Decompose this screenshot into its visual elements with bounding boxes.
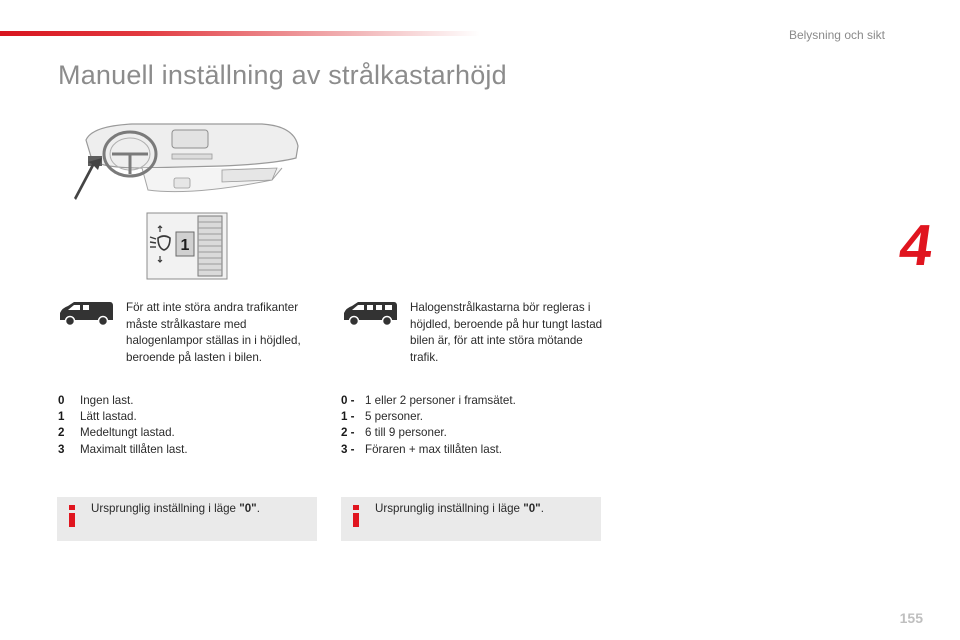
page-title: Manuell inställning av strålkastarhöjd — [58, 60, 507, 90]
list-item — [341, 393, 601, 409]
dial-position-label: 1 — [180, 237, 190, 254]
level-number: 2 — [58, 426, 65, 440]
list-item — [341, 409, 601, 425]
info-box — [57, 497, 317, 541]
minibus-icon — [340, 300, 400, 328]
list-item — [58, 442, 318, 458]
header-accent-bar — [0, 31, 480, 36]
section-title: Belysning och sikt — [788, 28, 885, 42]
level-text: Maximalt tillåten last. — [80, 442, 188, 456]
level-text: Medeltungt lastad. — [80, 426, 175, 440]
passenger-levels-list — [341, 393, 601, 458]
load-levels-list — [58, 393, 318, 458]
info-default-position: "0" — [239, 502, 257, 515]
level-number: 0 — [58, 394, 65, 407]
chapter-number: 4 — [895, 213, 937, 278]
level-number: 1 - — [341, 410, 355, 424]
level-number: 3 — [58, 442, 65, 456]
level-text: 5 personer. — [365, 410, 424, 424]
info-text: Ursprunglig inställning i läge "0". — [375, 502, 544, 515]
info-text: Ursprunglig inställning i läge "0". — [91, 502, 260, 515]
level-text: 1 eller 2 personer i framsätet. — [365, 394, 516, 407]
right-description: Halogenstrålkastarna bör regleras i höjdled, beroende på hur tungt lastad bilen är, för att inte störa mötande trafik. — [410, 301, 603, 364]
info-box — [341, 497, 601, 541]
list-item — [341, 425, 601, 441]
level-number: 0 - — [341, 394, 355, 407]
list-item — [58, 393, 318, 409]
left-description: För att inte störa andra trafikanter måste strålkastare med halogenlampor ställas in i höjdled, beroende på lasten i bilen. — [126, 301, 301, 364]
level-text: Lätt lastad. — [80, 410, 137, 424]
list-item — [341, 442, 601, 458]
info-default-position: "0" — [523, 502, 541, 515]
level-text: Ingen last. — [80, 394, 134, 407]
headlamp-switch-illustration — [146, 212, 228, 280]
van-icon — [56, 300, 116, 328]
dashboard-illustration — [72, 120, 304, 202]
info-icon — [67, 505, 77, 527]
page-number: 155 — [899, 610, 923, 626]
level-text: 6 till 9 personer. — [365, 426, 447, 440]
list-item — [58, 425, 318, 441]
level-number: 2 - — [341, 426, 355, 440]
level-number: 1 — [58, 410, 65, 424]
level-number: 3 - — [341, 442, 355, 456]
info-icon — [351, 505, 361, 527]
list-item — [58, 409, 318, 425]
level-text: Föraren + max tillåten last. — [365, 442, 502, 456]
